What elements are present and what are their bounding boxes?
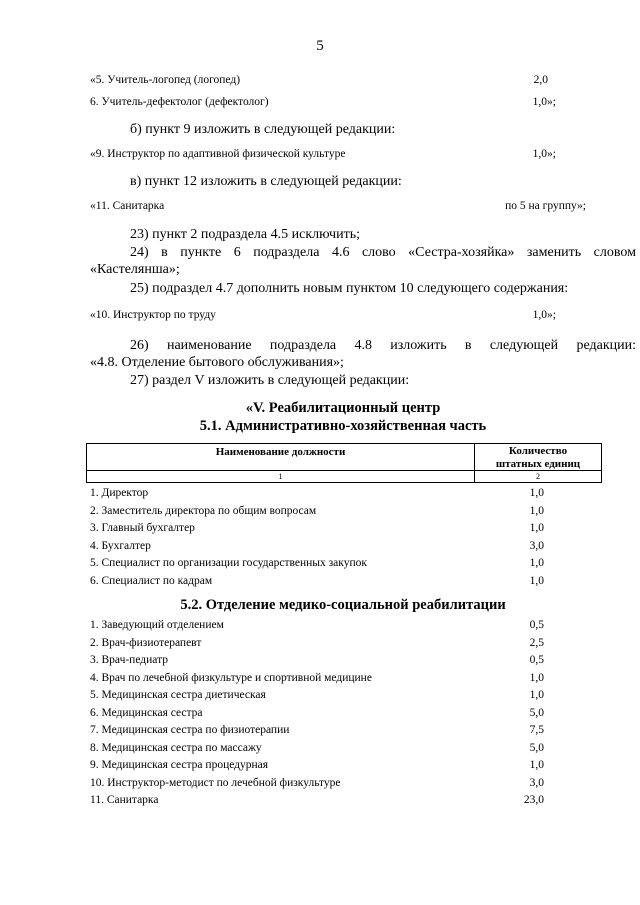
list-item xyxy=(90,555,544,573)
position-value: 3,0 xyxy=(529,776,544,789)
position-row xyxy=(90,309,586,321)
position-value: 23,0 xyxy=(523,794,544,806)
paragraph-24-line-1: 24) в пункте 6 подраздела 4.6 слово «Сестра-хозяйка» заменить словом xyxy=(130,245,636,260)
paragraph-23: 23) пункт 2 подраздела 4.5 исключить; xyxy=(130,227,360,242)
position-value: 1,0 xyxy=(529,557,544,569)
page-number: 5 xyxy=(316,38,324,54)
subsection-title: 5.1. Административно-хозяйственная часть xyxy=(199,418,487,434)
position-label: «11. Санитарка xyxy=(90,200,165,212)
position-value: по 5 на группу»; xyxy=(505,200,586,212)
table-header xyxy=(86,443,602,470)
position-label: 2. Врач-физиотерапевт xyxy=(90,636,202,649)
position-value: 1,0 xyxy=(529,689,544,701)
table-header-count xyxy=(475,444,601,470)
position-label: 1. Заведующий отделением xyxy=(90,619,224,631)
position-value: 1,0 xyxy=(529,487,544,499)
position-row xyxy=(90,74,586,86)
position-value: 1,0 xyxy=(529,522,544,534)
list-item xyxy=(90,757,544,775)
paragraph-24-line-2: «Кастелянша»; xyxy=(90,262,180,277)
subsection-title: 5.2. Отделение медико-социальной реабилитации xyxy=(180,597,506,613)
position-list xyxy=(90,617,544,810)
position-value: 1,0»; xyxy=(532,148,556,160)
position-label: 10. Инструктор-методист по лечебной физкультуре xyxy=(90,776,341,789)
position-value: 0,5 xyxy=(529,619,544,631)
paragraph-b: б) пункт 9 изложить в следующей редакции: xyxy=(130,122,396,137)
position-label: 7. Медицинская сестра по физиотерапии xyxy=(90,724,290,736)
position-value: 0,5 xyxy=(529,654,544,666)
position-value: 1,0 xyxy=(529,671,544,684)
list-item xyxy=(90,740,544,758)
list-item xyxy=(90,705,544,723)
table-header-count-line-1: Количество xyxy=(508,445,568,457)
list-item xyxy=(90,722,544,740)
position-label: 5. Специалист по организации государственных закупок xyxy=(90,557,367,569)
list-item xyxy=(90,775,544,793)
position-label: 2. Заместитель директора по общим вопросам xyxy=(90,504,317,517)
section-title: «V. Реабилитационный центр xyxy=(245,400,441,416)
position-label: 6. Учитель-дефектолог (дефектолог) xyxy=(90,96,269,108)
position-label: 3. Врач-педиатр xyxy=(90,654,169,666)
list-item xyxy=(90,792,544,810)
list-item xyxy=(90,520,544,538)
position-label: 11. Санитарка xyxy=(90,794,159,806)
paragraph-26-line-2: «4.8. Отделение бытового обслуживания»; xyxy=(90,355,344,370)
position-label: «5. Учитель-логопед (логопед) xyxy=(90,74,241,86)
list-item xyxy=(90,503,544,521)
paragraph-27: 27) раздел V изложить в следующей редакции: xyxy=(130,373,410,388)
list-item xyxy=(90,485,544,503)
position-label: 1. Директор xyxy=(90,487,149,499)
table-header-count-line-2: штатных единиц xyxy=(495,458,581,470)
list-item xyxy=(90,538,544,556)
list-item xyxy=(90,670,544,688)
table-column-numbers xyxy=(86,470,602,483)
position-row xyxy=(90,200,586,212)
position-value: 7,5 xyxy=(529,724,544,736)
position-value: 2,5 xyxy=(529,636,544,649)
position-value: 1,0»; xyxy=(532,309,556,321)
position-value: 1,0 xyxy=(529,574,544,587)
position-label: 4. Врач по лечебной физкультуре и спортивной медицине xyxy=(90,671,372,684)
column-number: 1 xyxy=(87,471,475,482)
position-label: 4. Бухгалтер xyxy=(90,539,151,552)
position-label: 6. Специалист по кадрам xyxy=(90,574,213,587)
position-list xyxy=(90,485,544,590)
table-header-name: Наименование должности xyxy=(87,444,475,470)
position-label: 6. Медицинская сестра xyxy=(90,706,203,719)
position-label: 8. Медицинская сестра по массажу xyxy=(90,741,262,754)
list-item xyxy=(90,617,544,635)
list-item xyxy=(90,635,544,653)
position-label: «9. Инструктор по адаптивной физической культуре xyxy=(90,148,346,160)
position-value: 1,0»; xyxy=(532,96,556,108)
position-value: 3,0 xyxy=(529,539,544,552)
paragraph-25: 25) подраздел 4.7 дополнить новым пунктом 10 следующего содержания: xyxy=(130,281,569,296)
position-value: 5,0 xyxy=(529,706,544,719)
position-row xyxy=(90,148,586,160)
column-number: 2 xyxy=(536,472,540,481)
position-label: 3. Главный бухгалтер xyxy=(90,522,195,534)
position-value: 1,0 xyxy=(529,504,544,517)
position-value: 1,0 xyxy=(529,759,544,771)
list-item xyxy=(90,687,544,705)
list-item xyxy=(90,573,544,591)
position-value: 2,0 xyxy=(533,74,548,86)
position-label: 5. Медицинская сестра диетическая xyxy=(90,689,266,701)
paragraph-26-line-1: 26) наименование подраздела 4.8 изложить в следующей редакции: xyxy=(130,338,636,353)
position-label: 9. Медицинская сестра процедурная xyxy=(90,759,269,771)
position-value: 5,0 xyxy=(529,741,544,754)
position-row xyxy=(90,96,586,108)
paragraph-v: в) пункт 12 изложить в следующей редакции: xyxy=(130,174,402,189)
position-label: «10. Инструктор по труду xyxy=(90,309,216,321)
list-item xyxy=(90,652,544,670)
